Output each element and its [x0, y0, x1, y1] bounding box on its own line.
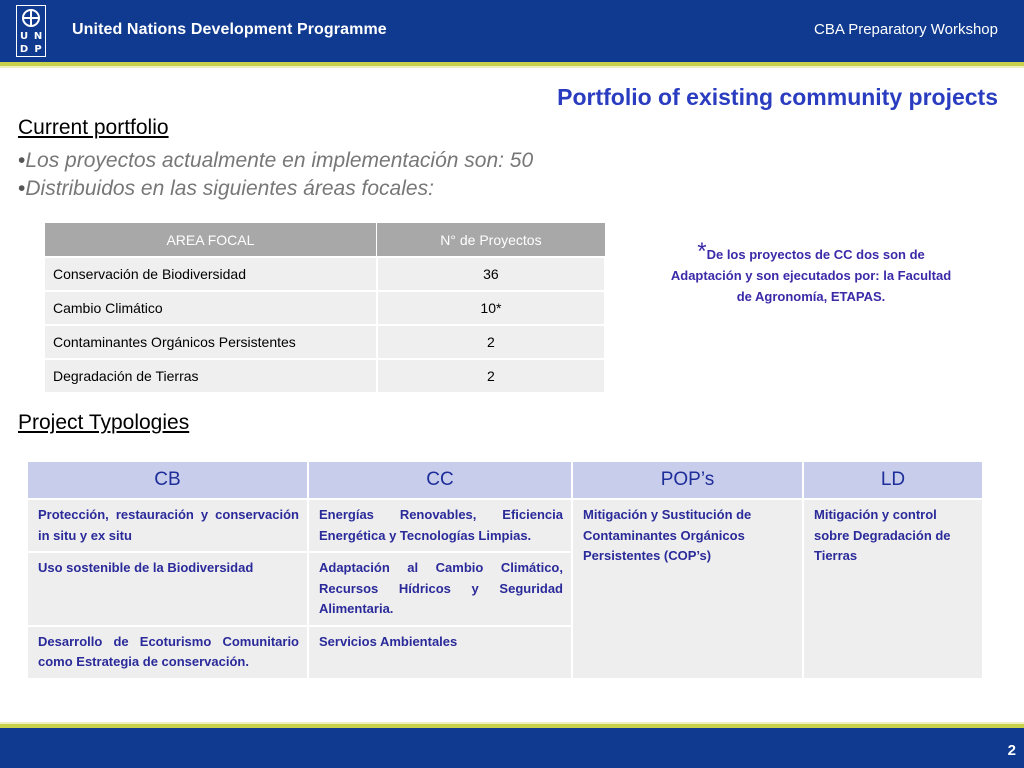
project-typologies-heading: Project Typologies	[18, 411, 190, 434]
bullet-dot-icon: •	[18, 177, 26, 200]
logo-letters: U N D P	[19, 31, 43, 55]
slide-title: Portfolio of existing community projects	[557, 84, 998, 110]
table-row	[44, 291, 605, 325]
footer-bar	[0, 728, 1024, 768]
project-count-cell: 10*	[377, 291, 605, 325]
focal-area-cell: Contaminantes Orgánicos Persistentes	[44, 325, 377, 359]
cb-cell: Protección, restauración y conservación in situ y ex situ	[27, 499, 308, 552]
header-area-focal: AREA FOCAL	[44, 223, 377, 258]
header-cc: CC	[308, 461, 572, 499]
header-pops: POP’s	[572, 461, 803, 499]
current-portfolio-heading: Current portfolio	[18, 116, 169, 139]
project-count-cell: 2	[377, 325, 605, 359]
cc-footnote	[666, 238, 956, 307]
table-row	[44, 257, 605, 291]
focal-area-cell: Cambio Climático	[44, 291, 377, 325]
org-name: United Nations Development Programme	[72, 21, 387, 38]
asterisk-icon: *	[697, 238, 707, 265]
cc-cell: Servicios Ambientales	[308, 626, 572, 679]
table-row	[44, 325, 605, 359]
focal-area-cell: Degradación de Tierras	[44, 359, 377, 393]
focal-area-cell: Conservación de Biodiversidad	[44, 257, 377, 291]
portfolio-bullets	[18, 147, 533, 203]
bullet-item: •Distribuidos en las siguientes áreas focales:	[18, 177, 434, 200]
table-row	[27, 499, 983, 552]
header-ld: LD	[803, 461, 983, 499]
footnote-text: De los proyectos de CC dos son de Adaptación y son ejecutados por: la Facultad de Agronomía, ETAPAS.	[670, 247, 952, 304]
cb-cell: Desarrollo de Ecoturismo Comunitario como Estrategia de conservación.	[27, 626, 308, 679]
header-accent-line-light	[0, 66, 1024, 68]
cc-cell: Adaptación al Cambio Climático, Recursos Hídricos y Seguridad Alimentaria.	[308, 552, 572, 626]
cc-cell: Energías Renovables, Eficiencia Energética y Tecnologías Limpias.	[308, 499, 572, 552]
pops-cell: Mitigación y Sustitución de Contaminantes Orgánicos Persistentes (COP’s)	[572, 499, 803, 679]
cb-cell: Uso sostenible de la Biodiversidad	[27, 552, 308, 626]
un-globe-icon	[22, 9, 40, 27]
table-header-row	[44, 223, 605, 258]
focal-area-table	[43, 222, 606, 394]
ld-cell: Mitigación y control sobre Degradación de Tierras	[803, 499, 983, 679]
table-row	[44, 359, 605, 393]
workshop-title: CBA Preparatory Workshop	[814, 21, 998, 38]
bullet-dot-icon: •	[18, 149, 26, 172]
page-number: 2	[1007, 742, 1016, 759]
header-cb: CB	[27, 461, 308, 499]
header-bar	[0, 0, 1024, 62]
header-num-projects: N° de Proyectos	[377, 223, 605, 258]
bullet-item: •Los proyectos actualmente en implementación son: 50	[18, 149, 534, 172]
project-count-cell: 2	[377, 359, 605, 393]
typologies-table	[26, 460, 984, 680]
undp-logo	[16, 5, 46, 57]
project-count-cell: 36	[377, 257, 605, 291]
table-header-row	[27, 461, 983, 499]
